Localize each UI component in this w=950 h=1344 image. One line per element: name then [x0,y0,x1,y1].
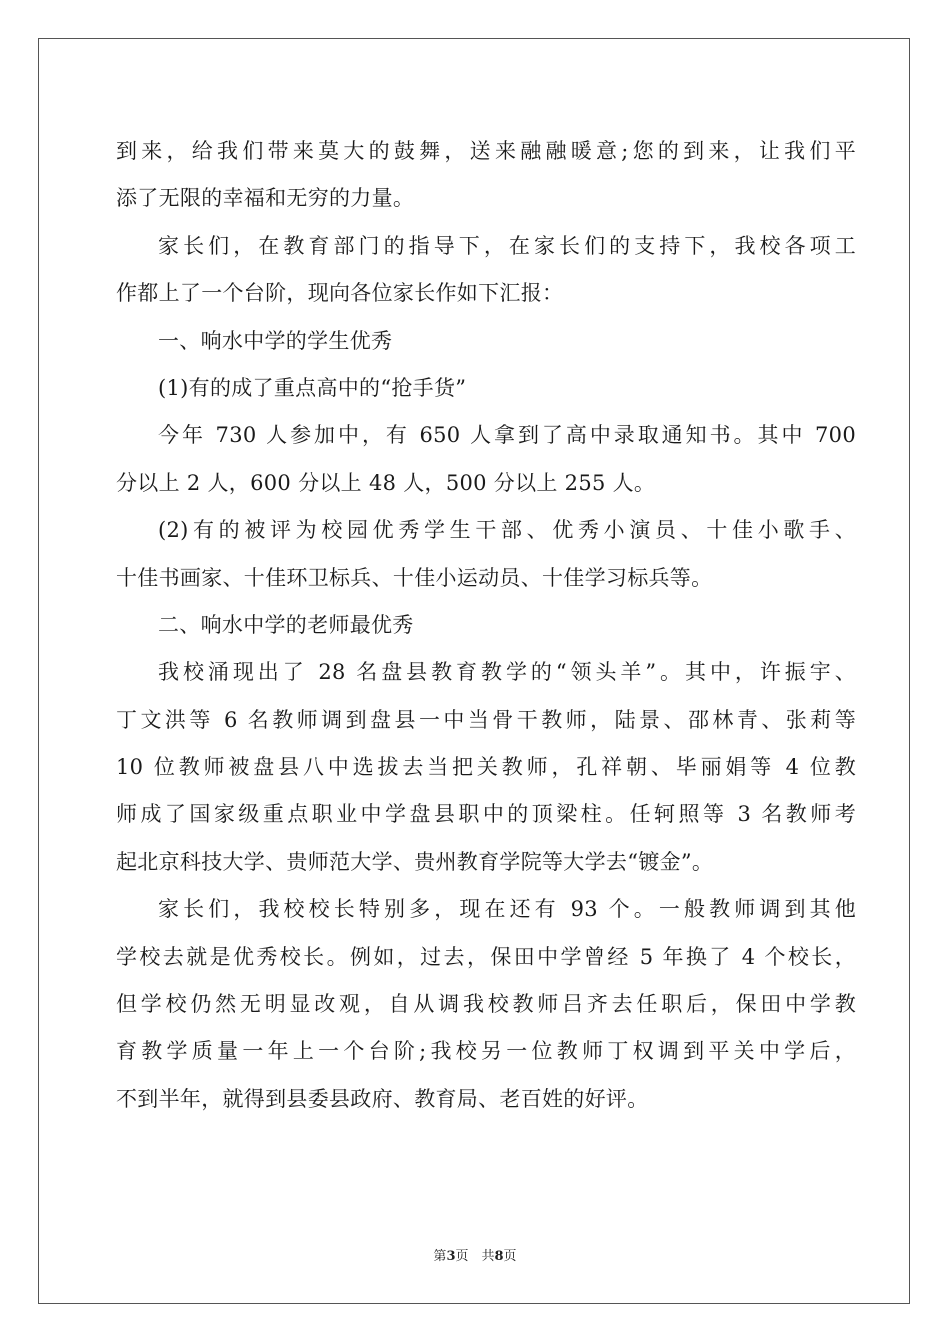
text-line: 十佳书画家、十佳环卫标兵、十佳小运动员、十佳学习标兵等。 [116,565,713,590]
text-line: 但学校仍然无明显改观，自从调我校教师吕齐去任职后，保田中学教 [116,992,856,1017]
text-line: 我校涌现出了 28 名盘县教育教学的“领头羊”。其中，许振宇、 [158,660,856,685]
text-line: (2)有的被评为校园优秀学生干部、优秀小演员、十佳小歌手、 [158,518,856,543]
text-line: (1)有的成了重点高中的“抢手货” [158,375,467,400]
text-line: 不到半年，就得到县委县政府、教育局、老百姓的好评。 [116,1086,649,1111]
text-line: 师成了国家级重点职业中学盘县职中的顶梁柱。任轲照等 3 名教师考 [116,802,856,827]
text-line: 育教学质量一年上一个台阶;我校另一位教师丁权调到平关中学后， [116,1039,856,1064]
text-line: 到来，给我们带来莫大的鼓舞，送来融融暖意;您的到来，让我们平 [116,139,856,163]
footer-suffix: 页 [503,1249,517,1264]
text-line: 家长们，在教育部门的指导下，在家长们的支持下，我校各项工 [158,233,856,258]
text-line: 今年 730 人参加中，有 650 人拿到了高中录取通知书。其中 700 [158,423,856,448]
text-line: 一、响水中学的学生优秀 [158,328,393,353]
text-line: 添了无限的幸福和无穷的力量。 [116,186,415,211]
text-line: 10 位教师被盘县八中选拔去当把关教师，孔祥朝、毕丽娟等 4 位教 [116,755,856,780]
footer-middle: 页 共 [455,1249,495,1264]
document-body [116,128,856,1123]
current-page-number: 3 [446,1249,456,1264]
text-line: 起北京科技大学、贵师范大学、贵州教育学院等大学去“镀金”。 [116,849,714,874]
page-footer [0,1245,950,1264]
text-line: 丁文洪等 6 名教师调到盘县一中当骨干教师，陆景、邵林青、张莉等 [116,707,856,732]
text-line: 学校去就是优秀校长。例如，过去，保田中学曾经 5 年换了 4 个校长， [116,944,856,969]
text-line: 家长们，我校校长特别多，现在还有 93 个。一般教师调到其他 [158,897,856,922]
total-page-number: 8 [494,1249,504,1264]
text-line: 分以上 2 人，600 分以上 48 人，500 分以上 255 人。 [116,470,656,495]
text-line: 作都上了一个台阶，现向各位家长作如下汇报： [116,281,564,306]
footer-prefix: 第 [433,1249,447,1264]
text-line: 二、响水中学的老师最优秀 [158,612,414,637]
